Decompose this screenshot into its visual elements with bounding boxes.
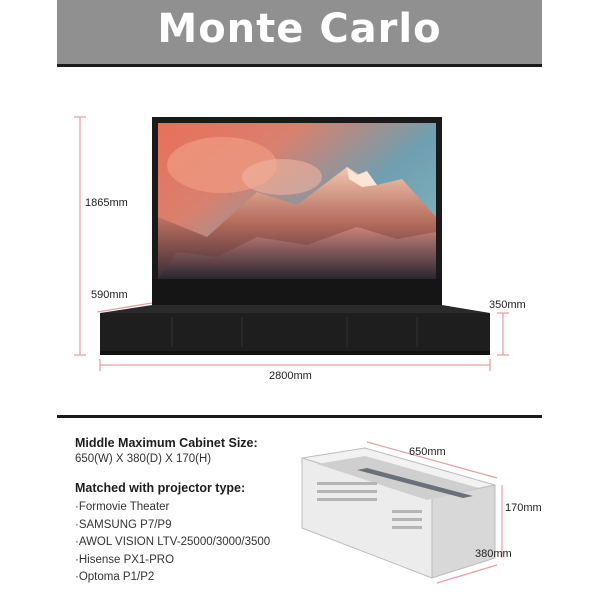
cabinet-size-heading: Middle Maximum Cabinet Size: <box>75 436 258 450</box>
cabinet-size-value: 650(W) X 380(D) X 170(H) <box>75 453 212 465</box>
cabinet-base <box>100 351 490 355</box>
list-item: ·Formovie Theater <box>75 501 170 513</box>
cabinet-width-label: 650mm <box>409 446 446 458</box>
list-item: ·Hisense PX1-PRO <box>75 553 175 566</box>
section-divider <box>57 415 542 418</box>
cloud-shape <box>242 159 322 195</box>
list-item: ·SAMSUNG P7/P9 <box>75 518 172 531</box>
cabinet-diagram <box>297 430 542 590</box>
depth-dimension-label: 590mm <box>91 289 128 301</box>
cabinet-height-label: 170mm <box>505 502 542 514</box>
height-dimension-label: 1865mm <box>85 197 128 209</box>
projector-list <box>75 499 325 587</box>
screen-cabinet-graphic <box>57 67 542 415</box>
projector-heading: Matched with projector type: <box>75 481 246 495</box>
screen-housing <box>152 279 442 309</box>
cabinet-height-label: 350mm <box>489 299 526 311</box>
box-side <box>432 485 495 578</box>
product-hero-illustration <box>57 67 542 415</box>
list-item: ·AWOL VISION LTV-25000/3000/3500 <box>75 536 271 548</box>
product-title: Monte Carlo <box>157 6 442 52</box>
title-banner <box>57 0 542 67</box>
list-item: ·Optoma P1/P2 <box>75 571 155 583</box>
cabinet-top <box>100 305 490 313</box>
cabinet-front <box>100 313 490 351</box>
spec-panel <box>75 436 325 587</box>
width-dimension-label: 2800mm <box>269 370 312 382</box>
product-sheet <box>57 0 542 600</box>
cabinet-depth-label: 380mm <box>475 548 512 560</box>
